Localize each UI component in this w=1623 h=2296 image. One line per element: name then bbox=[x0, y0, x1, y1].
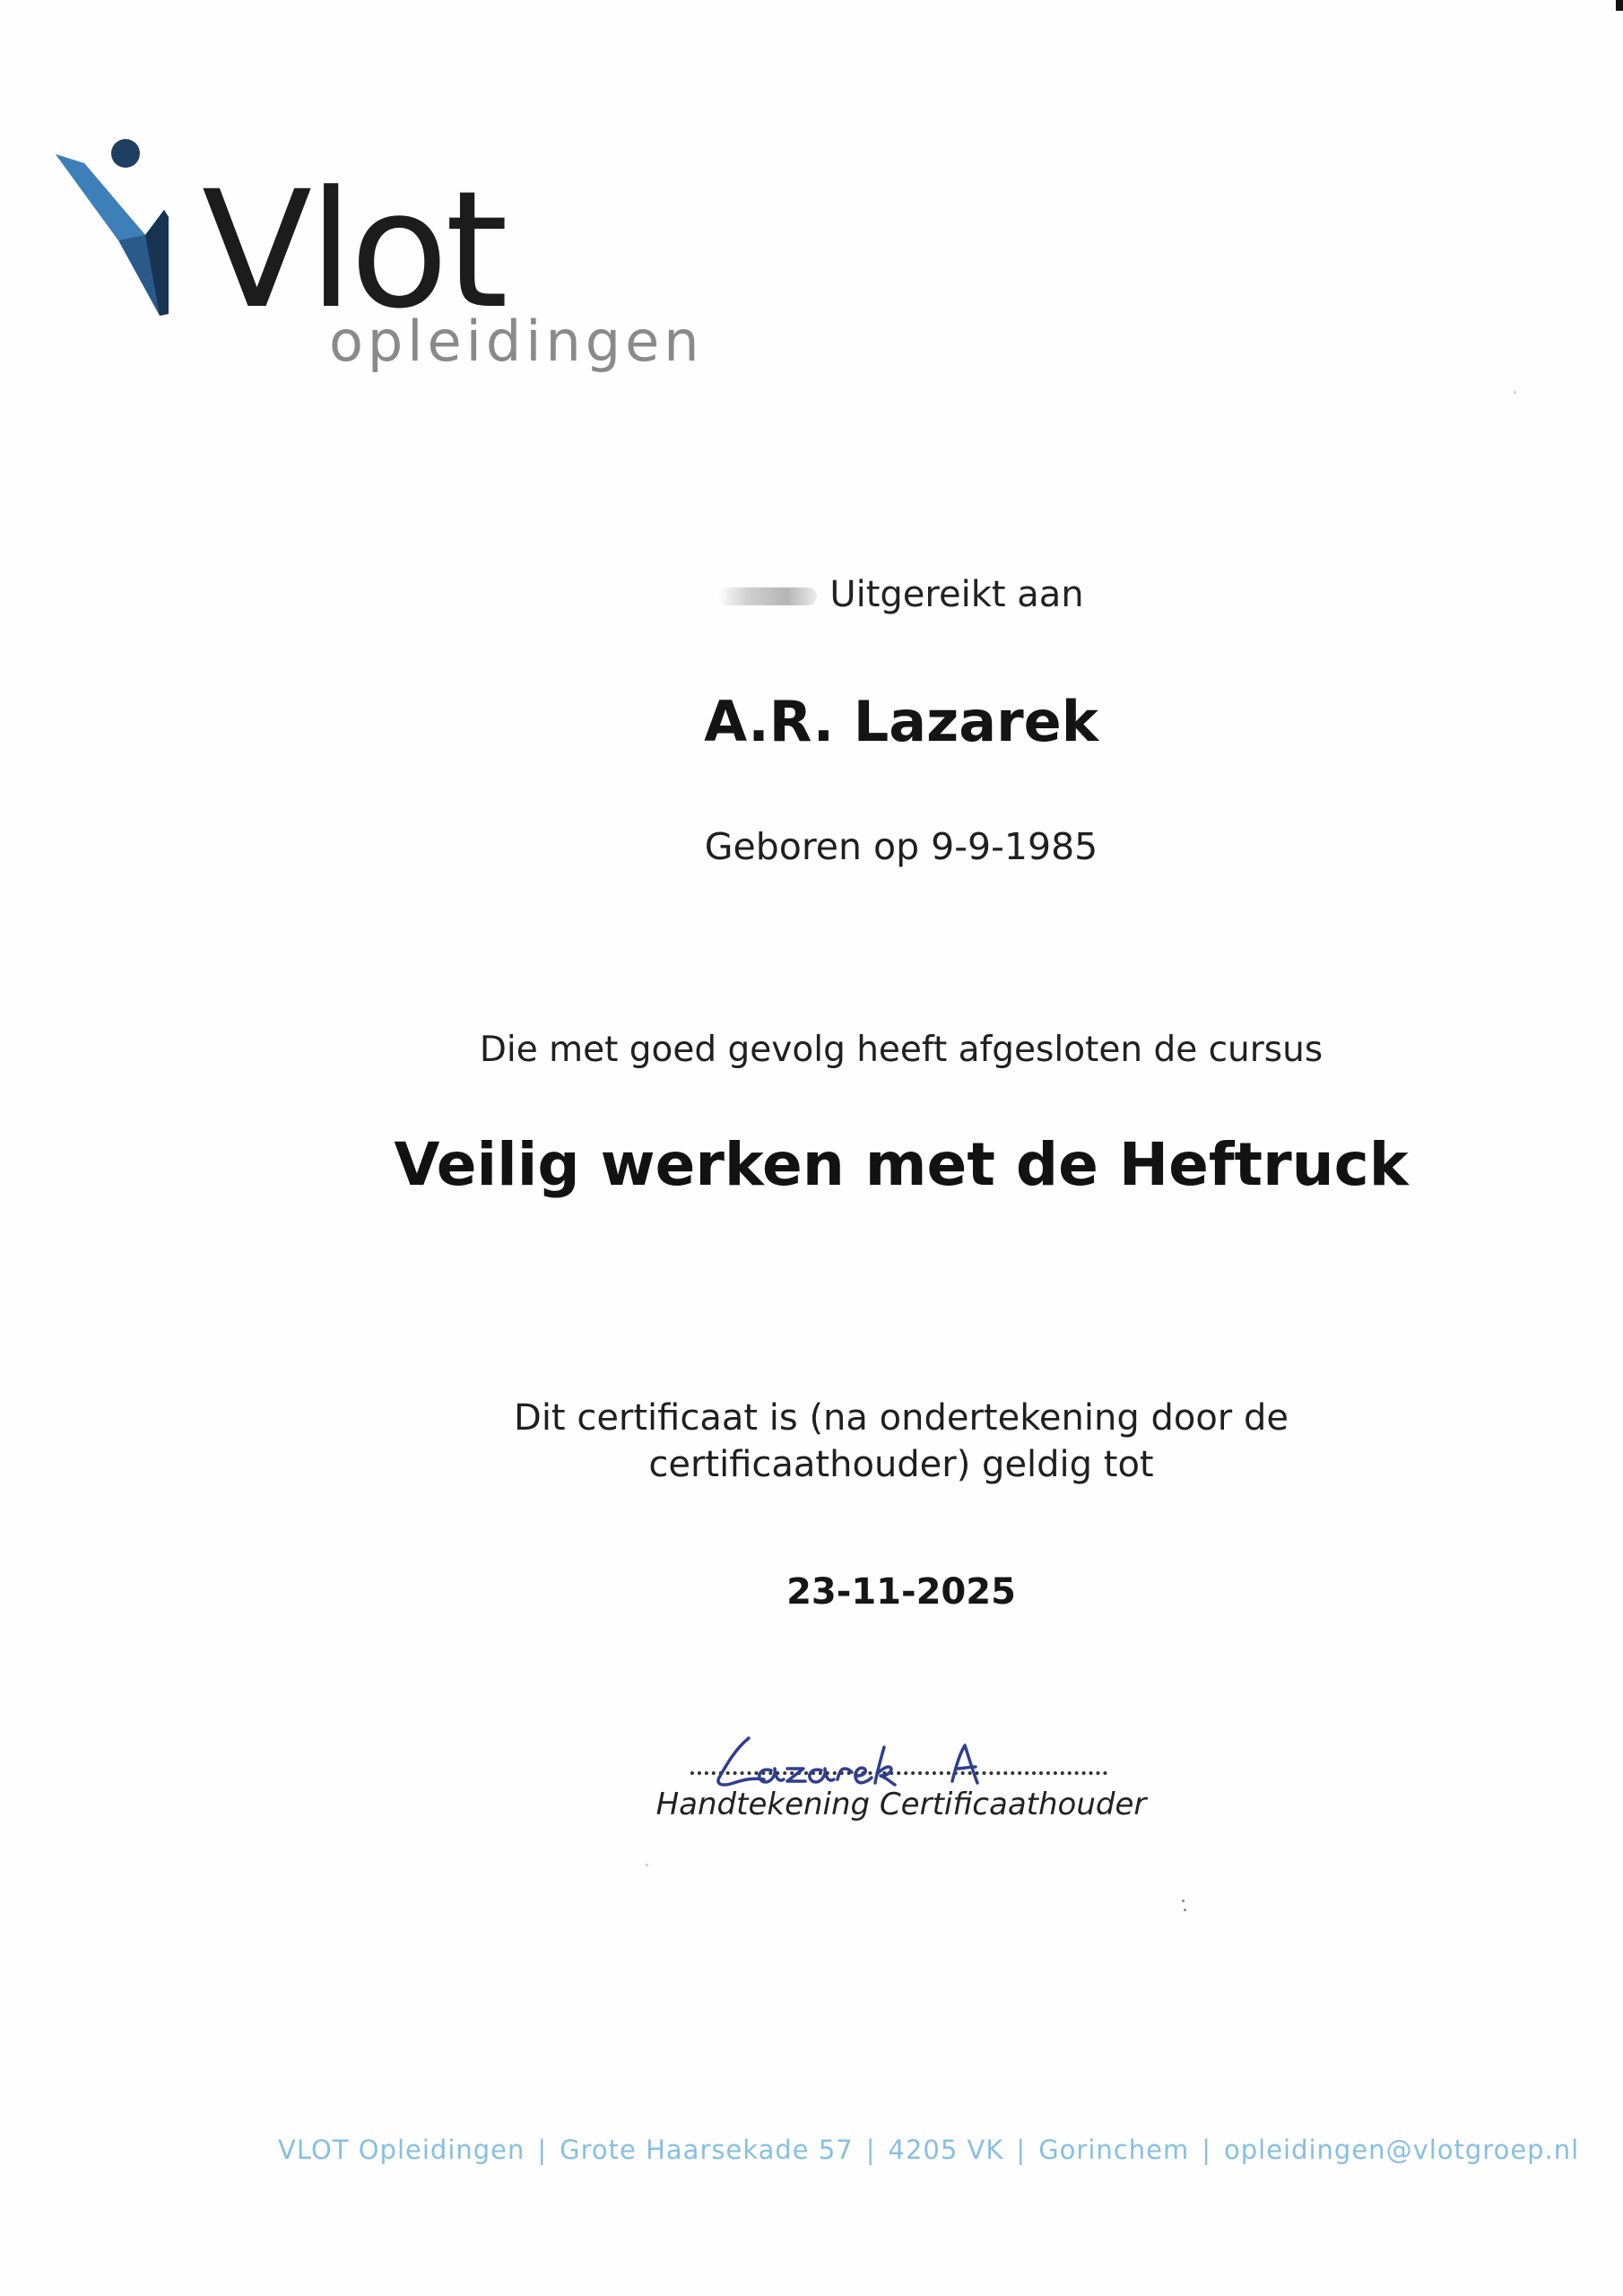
issued-label: Uitgereikt aan bbox=[829, 574, 1084, 615]
issued-line bbox=[0, 574, 1623, 615]
footer-address bbox=[278, 2135, 1579, 2165]
footer-separator: | bbox=[537, 2135, 548, 2165]
validity-line-2: certificaathouder) geldig tot bbox=[648, 1444, 1154, 1485]
scan-smudge bbox=[718, 587, 817, 605]
course-intro: Die met goed gevolg heeft afgesloten de cursus bbox=[479, 1030, 1324, 1070]
scan-corner-mark bbox=[1616, 0, 1623, 11]
course-title: Veilig werken met de Heftruck bbox=[394, 1130, 1409, 1199]
scan-speck bbox=[1182, 1900, 1185, 1902]
footer-company: VLOT Opleidingen bbox=[278, 2135, 525, 2165]
scan-speck bbox=[646, 1864, 648, 1866]
footer-street: Grote Haarsekade 57 bbox=[560, 2135, 854, 2165]
footer-separator: | bbox=[865, 2135, 876, 2165]
validity-text bbox=[0, 1395, 1623, 1488]
footer-email-link[interactable]: opleidingen@vlotgroep.nl bbox=[1223, 2135, 1580, 2165]
footer-separator: | bbox=[1202, 2135, 1211, 2165]
logo-subtitle: opleidingen bbox=[329, 309, 704, 374]
signature-label: Handtekening Certificaathouder bbox=[655, 1787, 1147, 1822]
scan-speck bbox=[1184, 1909, 1186, 1911]
logo-wordmark: Vlot bbox=[202, 157, 505, 344]
vlot-logo bbox=[54, 135, 753, 386]
footer-city: Gorinchem bbox=[1038, 2135, 1190, 2165]
holder-name: A.R. Lazarek bbox=[704, 689, 1098, 754]
valid-until-date: 23-11-2025 bbox=[786, 1571, 1016, 1613]
validity-line-1: Dit certificaat is (na ondertekening door de bbox=[514, 1397, 1289, 1439]
footer-postcode: 4205 VK bbox=[888, 2135, 1004, 2165]
birth-line: Geboren op 9-9-1985 bbox=[704, 825, 1098, 868]
scan-speck bbox=[1514, 391, 1516, 394]
footer-separator: | bbox=[1016, 2135, 1027, 2165]
